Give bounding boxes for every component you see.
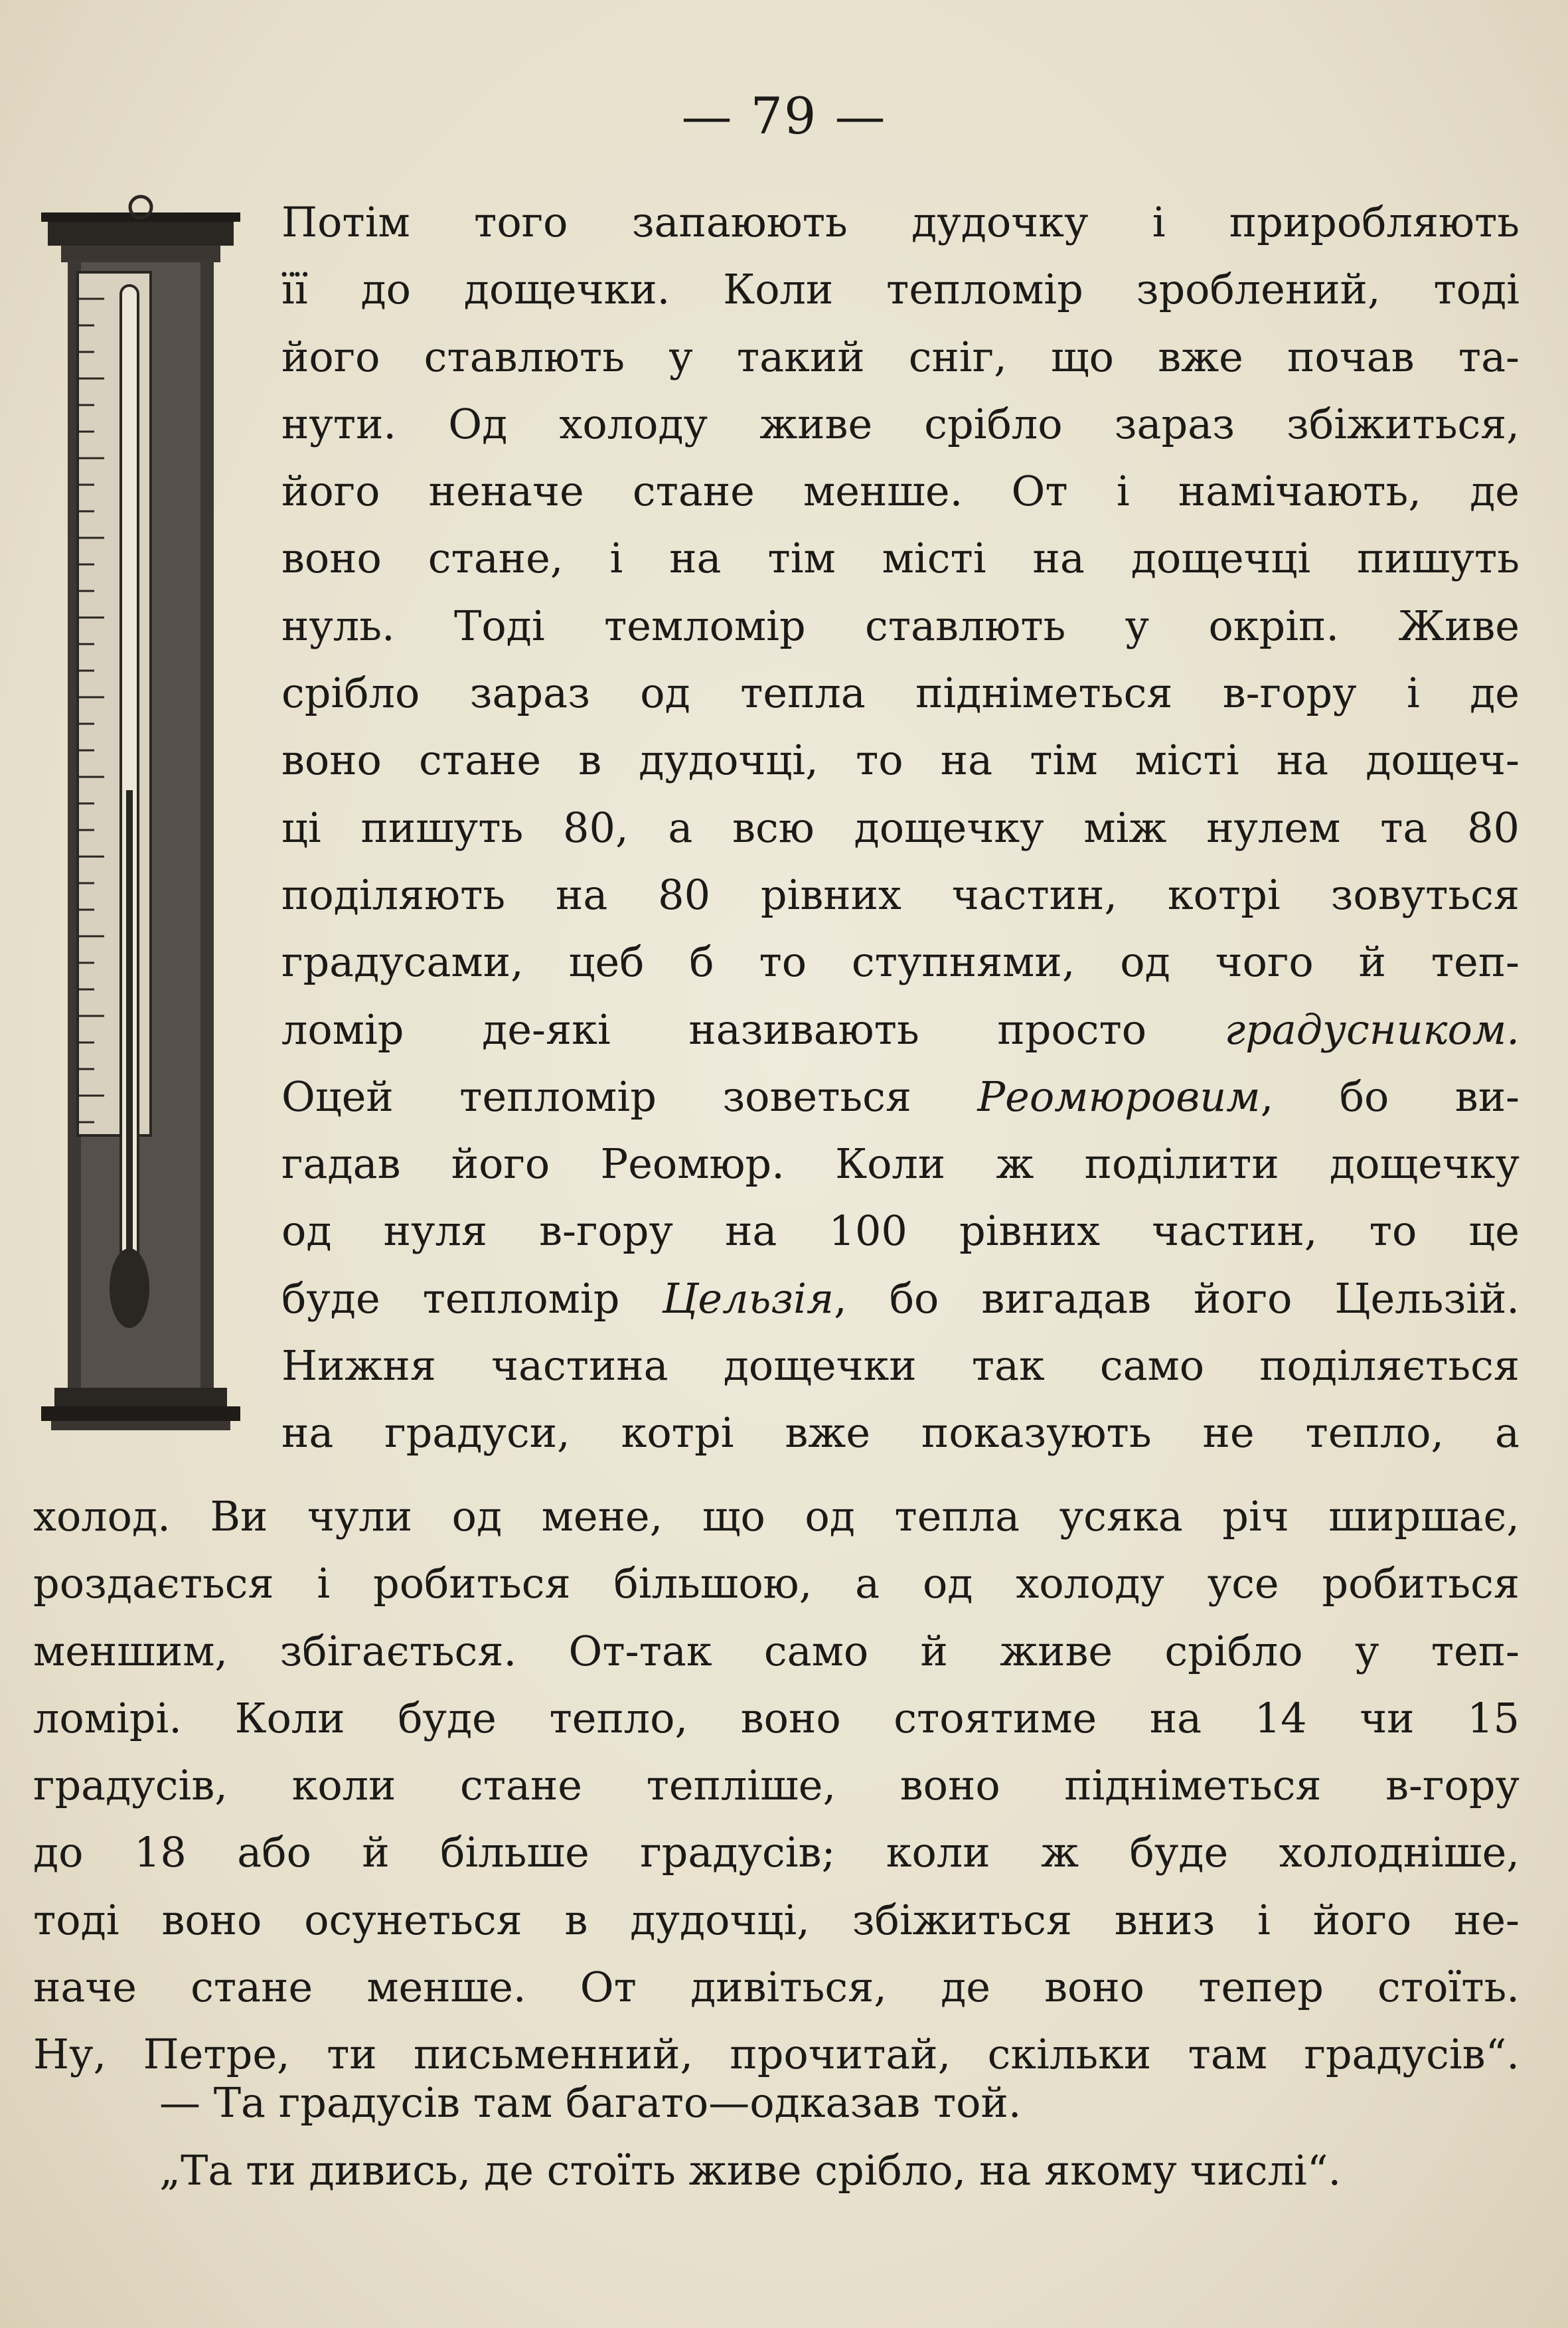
text-span: ломір де-які називають просто	[281, 1005, 1225, 1054]
text-line	[281, 1063, 1520, 1130]
dialog-line: „Та ти дивись, де стоїть живе срібло, на якому числі“.	[159, 2146, 1342, 2195]
text-line: наче стане менше. От дивіться, де воно тепер стоїть.	[33, 1963, 1520, 2012]
text-line: ломірі. Коли буде тепло, воно стоятиме на 14 чи 15	[33, 1693, 1520, 1742]
italic-term: Реомюровим	[977, 1072, 1261, 1121]
text-line: його ставлють у такий сніг, що вже почав та-	[281, 332, 1520, 381]
text-line: холод. Ви чули од мене, що од тепла усяка річ ширшає,	[33, 1492, 1520, 1540]
paragraph-narrow	[281, 189, 1520, 1467]
text-line: Нижня частина дощечки так само поділяється	[281, 1341, 1520, 1390]
text-line: меншим, збігається. От-так само й живе срібло у теп-	[33, 1626, 1520, 1675]
text-line: гадав його Реомюр. Коли ж поділити дощечку	[281, 1139, 1520, 1189]
paragraph-wide	[33, 1483, 1520, 2088]
text-line: її до дощечки. Коли тепломір зроблений, тоді	[281, 265, 1520, 314]
dialog-line: — Та градусів там багато—одказав той.	[159, 2078, 1022, 2127]
text-line: на градуси, котрі вже показують не тепло, а	[281, 1408, 1520, 1457]
text-line: роздається і робиться більшою, а од холоду усе робиться	[33, 1559, 1520, 1608]
text-span: , бо ви-	[1260, 1072, 1520, 1121]
text-line: нуль. Тоді темломір ставлють у окріп. Живе	[281, 601, 1520, 650]
text-span: буде тепломір	[281, 1274, 663, 1323]
text-line: градусів, коли стане тепліше, воно підніметься в-гору	[33, 1761, 1520, 1810]
text-line: нути. Од холоду живе срібло зараз збіжиться,	[281, 399, 1520, 448]
text-line: Ну, Петре, ти письменний, прочитай, скільки там градусів“.	[33, 2030, 1520, 2079]
text-line: воно стане, і на тім місті на дощечці пишуть	[281, 534, 1520, 583]
text-line: воно стане в дудочці, то на тім місті на дощеч-	[281, 736, 1520, 785]
text-span: Оцей тепломір зоветься	[281, 1072, 978, 1121]
text-line: тоді воно осунеться в дудочці, збіжиться вниз і його не-	[33, 1895, 1520, 1944]
text-line: срібло зараз од тепла підніметься в-гору і де	[281, 669, 1520, 718]
text-line: до 18 або й більше градусів; коли ж буде холодніше,	[33, 1828, 1520, 1877]
text-line: градусами, цеб б то ступнями, од чого й теп-	[281, 938, 1520, 987]
text-line	[281, 1265, 1520, 1332]
text-line	[281, 996, 1520, 1063]
thermometer-icon	[41, 193, 240, 1441]
text-line: од нуля в-гору на 100 рівних частин, то це	[281, 1206, 1520, 1256]
text-span: , бо вигадав його Цельзій.	[834, 1274, 1520, 1323]
text-line: поділяють на 80 рівних частин, котрі зовуться	[281, 870, 1520, 919]
italic-term: градусником.	[1224, 1005, 1520, 1054]
text-line: його неначе стане менше. От і намічають, де	[281, 467, 1520, 516]
text-line: ці пишуть 80, а всю дощечку між нулем та 80	[281, 803, 1520, 852]
page-number: — 79 —	[681, 86, 887, 145]
italic-term: Цельзія	[662, 1274, 834, 1323]
text-line: Потім того запаюють дудочку і приробляють	[281, 198, 1520, 246]
